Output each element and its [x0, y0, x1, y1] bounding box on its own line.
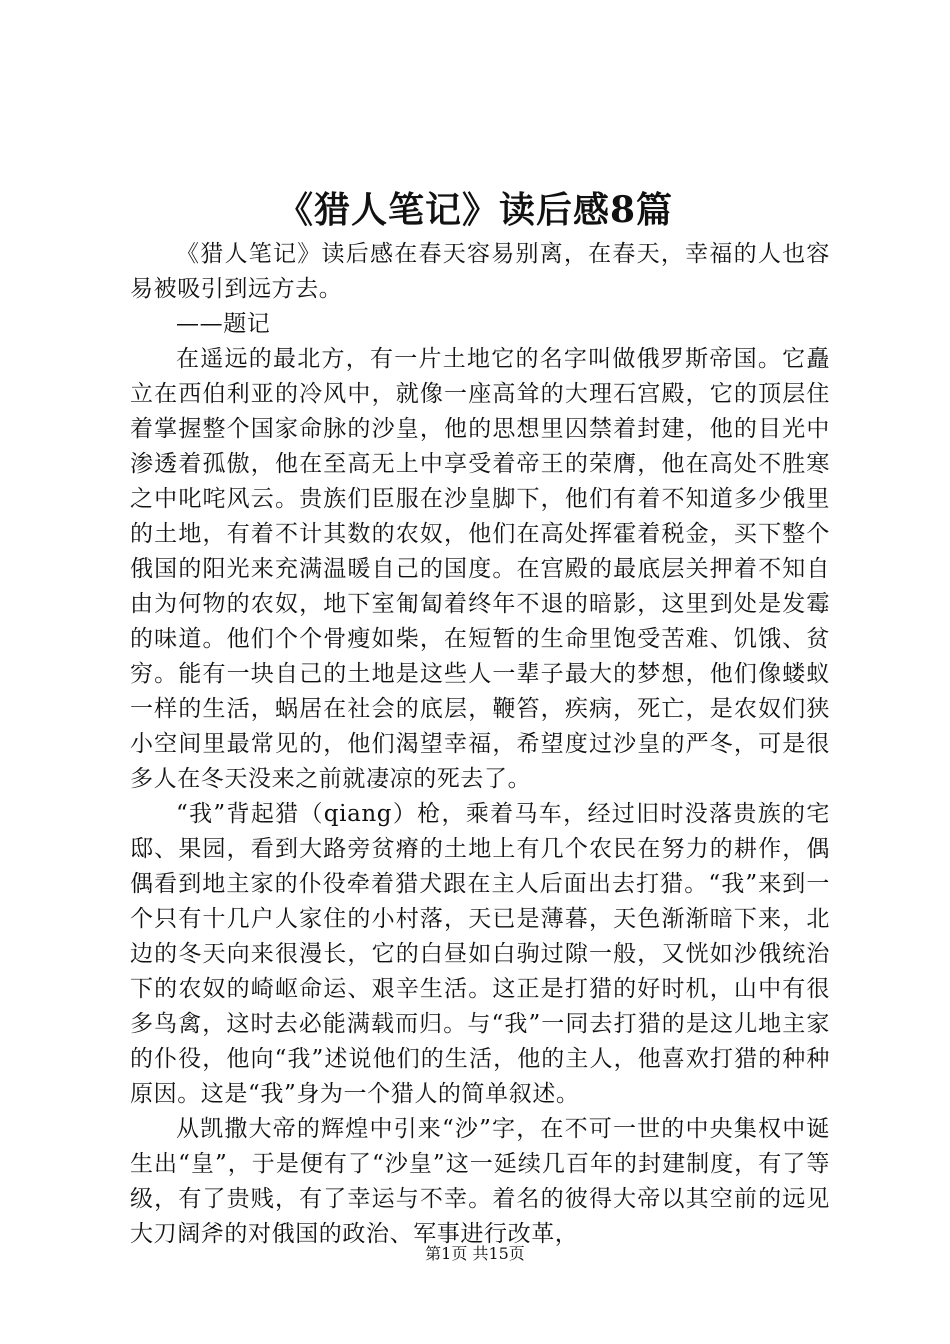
- paragraph-intro: 《猎人笔记》读后感在春天容易别离，在春天，幸福的人也容易被吸引到远方去。: [130, 241, 830, 302]
- page-footer: 第1页 共15页: [425, 1244, 525, 1263]
- document-body: [130, 237, 830, 1252]
- paragraph-epigraph-signature: ——题记: [176, 311, 271, 337]
- paragraph-tsar-origin: 从凯撒大帝的辉煌中引来“沙”字，在不可一世的中央集权中诞生出“皇”，于是便有了“沙皇”这一延续几百年的封建制度，有了等级，有了贵贱，有了幸运与不幸。着名的彼得大帝以其空前的远见大刀阔斧的对俄国的政治、军事进行改革，: [130, 1116, 830, 1247]
- document-title: 《猎人笔记》读后感8篇: [276, 189, 674, 231]
- paragraph-hunter-journey: “我”背起猎（qiang）枪，乘着马车，经过旧时没落贵族的宅邸、果园，看到大路旁贫瘠的土地上有几个农民在努力的耕作，偶偶看到地主家的仆役牵着猎犬跟在主人后面出去打猎。“我”来到一个只有十几户人家住的小村落，天已是薄暮，天色渐渐暗下来，北边的冬天向来很漫长，它的白昼如白驹过隙一般，又恍如沙俄统治下的农奴的崎岖命运、艰辛生活。这正是打猎的好时机，山中有很多鸟禽，这时去必能满载而归。与“我”一同去打猎的是这儿地主家的仆役，他向“我”述说他们的生活，他的主人，他喜欢打猎的种种原因。这是“我”身为一个猎人的简单叙述。: [130, 801, 830, 1107]
- paragraph-russian-empire: 在遥远的最北方，有一片土地它的名字叫做俄罗斯帝国。它矗立在西伯利亚的冷风中，就像一座高耸的大理石宫殿，它的顶层住着掌握整个国家命脉的沙皇，他的思想里囚禁着封建，他的目光中渗透着孤傲，他在至高无上中享受着帝王的荣膺，他在高处不胜寒之中叱咤风云。贵族们臣服在沙皇脚下，他们有着不知道多少俄里的土地，有着不计其数的农奴，他们在高处挥霍着税金，买下整个俄国的阳光来充满温暖自己的国度。在宫殿的最底层关押着不知自由为何物的农奴，地下室匍匐着终年不退的暗影，这里到处是发霉的味道。他们个个骨瘦如柴，在短暂的生命里饱受苦难、饥饿、贫穷。能有一块自己的土地是这些人一辈子最大的梦想，他们像蝼蚁一样的生活，蜗居在社会的底层，鞭笞，疾病，死亡，是农奴们狭小空间里最常见的，他们渴望幸福，希望度过沙皇的严冬，可是很多人在冬天没来之前就凄凉的死去了。: [130, 346, 830, 792]
